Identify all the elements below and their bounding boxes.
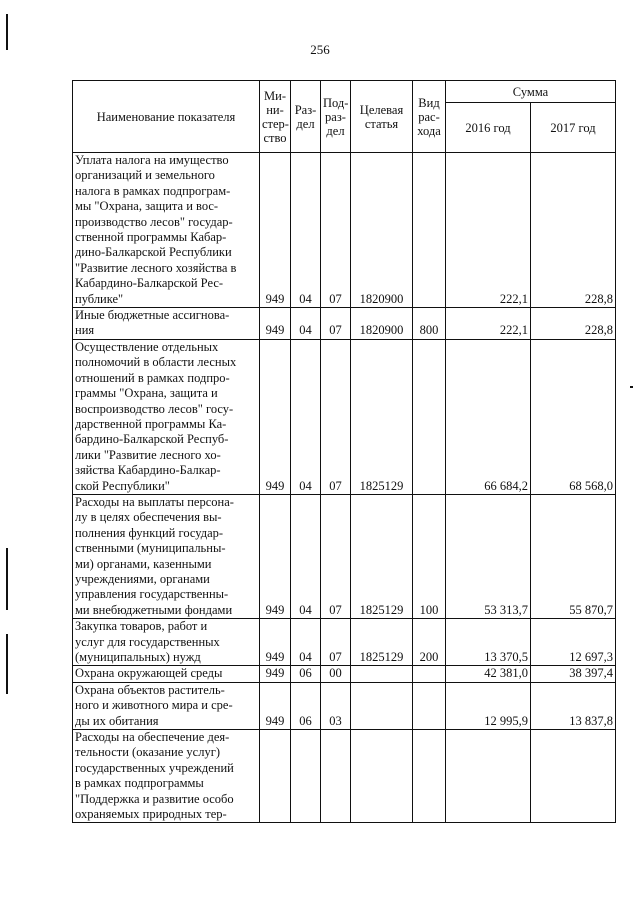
row-subsection — [321, 730, 351, 823]
row-type — [413, 666, 446, 682]
row-subsection: 07 — [321, 339, 351, 494]
row-amount-2017: 12 697,3 — [531, 619, 616, 666]
row-ministry: 949 — [260, 339, 291, 494]
header-section: Раз- дел — [291, 81, 321, 153]
row-subsection: 07 — [321, 153, 351, 308]
row-article: 1820900 — [351, 308, 413, 340]
header-name: Наименование показателя — [73, 81, 260, 153]
row-section: 04 — [291, 339, 321, 494]
header-ministry: Ми- ни- стер- ство — [260, 81, 291, 153]
row-subsection: 00 — [321, 666, 351, 682]
row-amount-2017: 68 568,0 — [531, 339, 616, 494]
row-name: Закупка товаров, работ и услуг для государственных (муниципальных) нужд — [73, 619, 260, 666]
row-type: 200 — [413, 619, 446, 666]
row-amount-2016: 222,1 — [446, 308, 531, 340]
header-sum: Сумма — [446, 81, 616, 103]
table-row — [73, 308, 616, 340]
row-article — [351, 730, 413, 823]
table-row — [73, 666, 616, 682]
header-year-2017: 2017 год — [531, 103, 616, 153]
header-year-2016: 2016 год — [446, 103, 531, 153]
row-ministry: 949 — [260, 666, 291, 682]
row-ministry — [260, 730, 291, 823]
row-name: Иные бюджетные ассигнова- ния — [73, 308, 260, 340]
table-row — [73, 730, 616, 823]
row-amount-2017: 55 870,7 — [531, 494, 616, 618]
row-name: Расходы на обеспечение дея- тельности (оказание услуг) государственных учреждений в рамках подпрограммы "Поддержка и развитие особо охраняемых природных тер- — [73, 730, 260, 823]
row-amount-2017: 228,8 — [531, 308, 616, 340]
left-margin-mark — [6, 14, 8, 50]
row-amount-2016: 53 313,7 — [446, 494, 531, 618]
row-type — [413, 730, 446, 823]
table-row — [73, 153, 616, 308]
table-row — [73, 339, 616, 494]
row-amount-2016 — [446, 730, 531, 823]
row-subsection: 03 — [321, 682, 351, 729]
row-section — [291, 730, 321, 823]
right-margin-mark — [630, 386, 633, 388]
table-row — [73, 494, 616, 618]
row-amount-2016: 222,1 — [446, 153, 531, 308]
row-amount-2017: 228,8 — [531, 153, 616, 308]
row-article: 1825129 — [351, 619, 413, 666]
row-amount-2016: 42 381,0 — [446, 666, 531, 682]
row-ministry: 949 — [260, 494, 291, 618]
row-type: 100 — [413, 494, 446, 618]
row-subsection: 07 — [321, 308, 351, 340]
row-type — [413, 153, 446, 308]
row-section: 06 — [291, 666, 321, 682]
row-section: 06 — [291, 682, 321, 729]
row-name: Расходы на выплаты персона- лу в целях обеспечения вы- полнения функций государ- ственными (муниципальны- ми) органами, казенными учреждениями, органами управления государственны- ми внебюджетными фондами — [73, 494, 260, 618]
row-name: Охрана окружающей среды — [73, 666, 260, 682]
left-margin-mark — [6, 548, 8, 610]
budget-table — [72, 80, 616, 823]
header-target-article: Целевая статья — [351, 81, 413, 153]
header-subsection: Под- раз- дел — [321, 81, 351, 153]
row-article: 1825129 — [351, 494, 413, 618]
row-section: 04 — [291, 153, 321, 308]
row-ministry: 949 — [260, 619, 291, 666]
row-amount-2017 — [531, 730, 616, 823]
row-type: 800 — [413, 308, 446, 340]
row-section: 04 — [291, 308, 321, 340]
row-subsection: 07 — [321, 494, 351, 618]
header-expense-type: Вид рас- хода — [413, 81, 446, 153]
row-ministry: 949 — [260, 308, 291, 340]
row-type — [413, 682, 446, 729]
row-article — [351, 666, 413, 682]
row-section: 04 — [291, 619, 321, 666]
row-ministry: 949 — [260, 153, 291, 308]
row-amount-2016: 12 995,9 — [446, 682, 531, 729]
row-article — [351, 682, 413, 729]
row-amount-2017: 13 837,8 — [531, 682, 616, 729]
row-ministry: 949 — [260, 682, 291, 729]
row-name: Осуществление отдельных полномочий в области лесных отношений в рамках подпро- граммы "Охрана, защита и воспроизводство лесов" госу- дарственной программы Ка- бардино-Балкарской Респуб- лики "Развитие лесного хо- зяйства Кабардино-Балкар- ской Республики" — [73, 339, 260, 494]
row-amount-2016: 13 370,5 — [446, 619, 531, 666]
row-article: 1820900 — [351, 153, 413, 308]
table-row — [73, 619, 616, 666]
row-section: 04 — [291, 494, 321, 618]
row-amount-2016: 66 684,2 — [446, 339, 531, 494]
row-subsection: 07 — [321, 619, 351, 666]
row-amount-2017: 38 397,4 — [531, 666, 616, 682]
page-number: 256 — [310, 42, 330, 57]
row-article: 1825129 — [351, 339, 413, 494]
row-name: Охрана объектов раститель- ного и животного мира и сре- ды их обитания — [73, 682, 260, 729]
row-type — [413, 339, 446, 494]
table-row — [73, 682, 616, 729]
left-margin-mark — [6, 634, 8, 694]
row-name: Уплата налога на имущество организаций и земельного налога в рамках подпрограм- мы "Охрана, защита и вос- производство лесов" государ- ственной программы Кабар- дино-Балкарской Республики "Развитие лесного хозяйства в Кабардино-Балкарской Рес- публике" — [73, 153, 260, 308]
